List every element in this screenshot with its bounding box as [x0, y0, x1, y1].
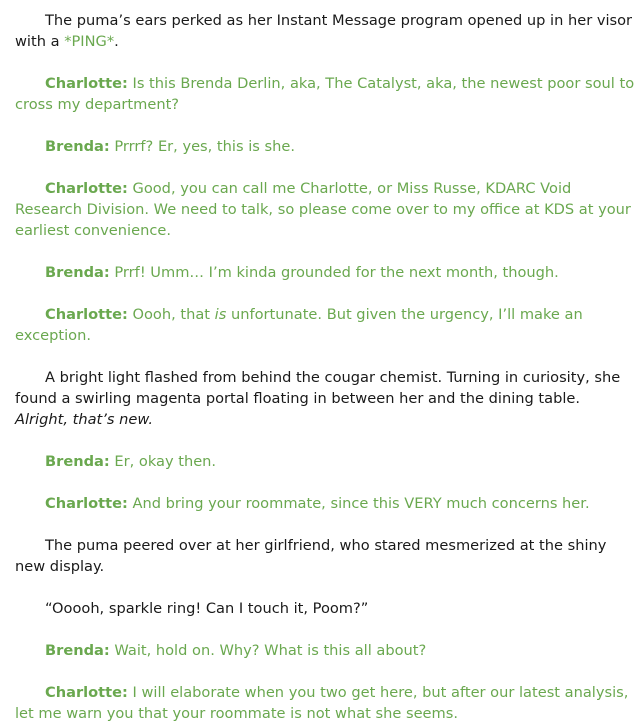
chat-message — [15, 262, 635, 283]
speaker-name: Charlotte: — [45, 180, 128, 197]
speaker-name: Charlotte: — [45, 306, 128, 323]
narration-paragraph — [15, 535, 635, 577]
message-text: Prrrf? Er, yes, this is she. — [109, 138, 295, 155]
message-text: Prrf! Umm… I’m kinda grounded for the next month, though. — [109, 264, 559, 281]
narration-text: . — [114, 33, 119, 50]
speaker-name: Charlotte: — [45, 684, 128, 701]
chat-message — [15, 136, 635, 157]
message-text: Good, you can call me Charlotte, or Miss Russe, KDARC Void Research Division. We need to talk, so please come over to my office at KDS at your earliest convenience. — [15, 180, 631, 239]
narration-paragraph — [15, 10, 635, 52]
dialogue-paragraph — [15, 598, 635, 619]
speaker-name: Brenda: — [45, 264, 110, 281]
ping-sound-effect: *PING* — [64, 33, 115, 50]
speaker-name: Charlotte: — [45, 75, 128, 92]
narration-text: A bright light flashed from behind the cougar chemist. Turning in curiosity, she found a swirling magenta portal floating in between her and the dining table. — [15, 369, 621, 407]
speaker-name: Charlotte: — [45, 495, 128, 512]
message-text: And bring your roommate, since this VERY much concerns her. — [127, 495, 590, 512]
message-text: I will elaborate when you two get here, but after our latest analysis, let me warn you that your roommate is not what she seems. — [15, 684, 629, 722]
message-text: unfortunate. But given the urgency, I’ll make an exception. — [15, 306, 583, 344]
narration-paragraph — [15, 367, 635, 430]
inner-thought-text: Alright, that’s new. — [15, 411, 153, 428]
message-text: Oooh, that — [127, 306, 215, 323]
chat-message — [15, 640, 635, 661]
chat-message — [15, 178, 635, 241]
chat-message — [15, 73, 635, 115]
speaker-name: Brenda: — [45, 138, 110, 155]
emphasis-text: is — [214, 306, 227, 323]
dialogue-text: “Ooooh, sparkle ring! Can I touch it, Poom?” — [45, 600, 369, 617]
message-text: Er, okay then. — [109, 453, 217, 470]
message-text: Wait, hold on. Why? What is this all about? — [109, 642, 427, 659]
speaker-name: Brenda: — [45, 453, 110, 470]
chat-message — [15, 304, 635, 346]
speaker-name: Brenda: — [45, 642, 110, 659]
narration-text: The puma peered over at her girlfriend, who stared mesmerized at the shiny new display. — [15, 537, 607, 575]
chat-message — [15, 451, 635, 472]
narration-text: The puma’s ears perked as her Instant Message program opened up in her visor with a — [15, 12, 633, 50]
chat-message — [15, 682, 635, 724]
message-text: Is this Brenda Derlin, aka, The Catalyst, aka, the newest poor soul to cross my department? — [15, 75, 635, 113]
chat-message — [15, 493, 635, 514]
